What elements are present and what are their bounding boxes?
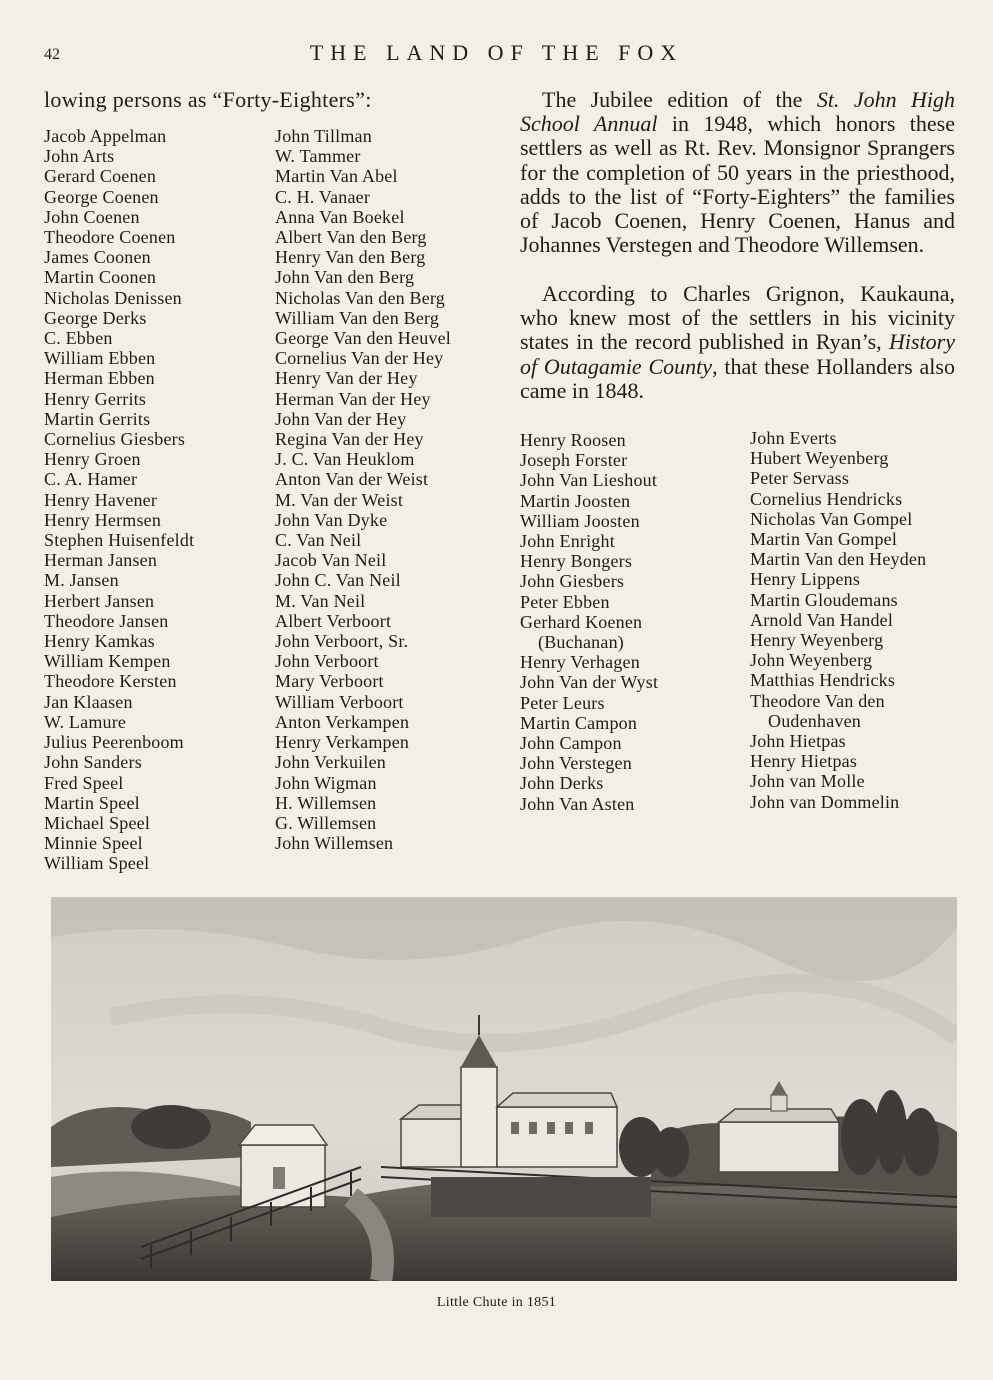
running-title: THE LAND OF THE FOX [309, 40, 684, 65]
name-entry: Martin Campon [520, 712, 638, 733]
name-entry: Martin Van den Heyden [750, 549, 927, 570]
name-entry: Jacob Van Neil [275, 550, 387, 571]
paragraph-2-text: According to Charles Grignon, Kaukauna, who knew most of the settlers in his vicinity states in the record published in Ryan’s, [520, 281, 955, 355]
name-entry: Jan Klaasen [44, 691, 133, 712]
name-entry: John Van der Wyst [520, 672, 659, 693]
name-entry: Peter Leurs [520, 692, 605, 713]
name-entry: George Van den Heuvel [275, 328, 451, 349]
name-entry: C. A. Hamer [44, 469, 138, 490]
name-entry: Cornelius Hendricks [750, 488, 903, 509]
name-entry: John Derks [520, 773, 604, 794]
name-entry: Arnold Van Handel [750, 609, 894, 630]
name-entry: Henry Groen [44, 449, 141, 470]
name-entry: William Joosten [520, 510, 640, 531]
name-entry: John Van Lieshout [520, 470, 658, 491]
name-entry: W. Lamure [44, 711, 127, 732]
name-entry: Gerhard Koenen [520, 611, 643, 632]
name-entry: Julius Peerenboom [44, 732, 184, 753]
name-entry: John Tillman [275, 126, 372, 146]
name-entry: Herbert Jansen [44, 590, 155, 611]
name-entry: Michael Speel [44, 812, 151, 833]
paragraph-1-italic: St. John High School Annual [520, 87, 955, 137]
names-column-2 [275, 126, 451, 853]
name-entry: Gerard Coenen [44, 166, 157, 187]
name-entry: John Coenen [44, 206, 140, 227]
name-entry: John Van den Berg [275, 267, 415, 288]
name-entry: Herman Van der Hey [275, 388, 431, 409]
name-entry: John van Dommelin [750, 791, 900, 812]
name-entry: John C. Van Neil [275, 570, 401, 591]
name-entry: Regina Van der Hey [275, 429, 424, 450]
name-entry: William Ebben [44, 348, 156, 369]
name-entry: M. Jansen [44, 570, 119, 591]
name-entry: Henry Weyenberg [750, 630, 884, 651]
village-painting-drawing [51, 897, 957, 1281]
name-entry: Henry Van den Berg [275, 247, 426, 268]
name-entry: Henry Bongers [520, 551, 633, 572]
name-entry: Oudenhaven [768, 710, 861, 731]
name-entry: John Arts [44, 146, 115, 167]
name-entry: Herman Ebben [44, 368, 155, 389]
name-entry: G. Willemsen [275, 812, 377, 833]
name-entry: M. Van der Weist [275, 489, 404, 510]
name-entry: Joseph Forster [520, 450, 628, 471]
name-entry: Henry Havener [44, 489, 158, 510]
paragraph-2-text-end: , that these Hollanders also came in 1848. [520, 353, 955, 403]
name-entry: Nicholas Denissen [44, 287, 182, 308]
name-entry: John Verstegen [520, 753, 632, 774]
name-entry: Cornelius Van der Hey [275, 348, 444, 369]
name-entry: Nicholas Van den Berg [275, 287, 446, 308]
names-column-4 [750, 428, 926, 812]
name-entry: C. Van Neil [275, 530, 362, 551]
name-entry: William Kempen [44, 651, 171, 672]
name-entry: H. Willemsen [275, 792, 377, 813]
name-entry: John van Molle [750, 771, 865, 792]
name-entry: Albert Van den Berg [275, 227, 427, 248]
name-entry: W. Tammer [275, 146, 361, 167]
name-entry: J. C. Van Heuklom [275, 449, 415, 470]
intro-line: lowing persons as “Forty-Eighters”: [44, 87, 372, 112]
name-entry: Henry Roosen [520, 430, 626, 450]
name-entry: George Derks [44, 307, 147, 328]
name-entry: Anna Van Boekel [275, 206, 405, 227]
name-entry: John Verboort, Sr. [275, 631, 409, 652]
name-entry: Martin Joosten [520, 490, 631, 511]
name-entry: John Van Asten [520, 793, 635, 814]
name-entry: John Sanders [44, 752, 142, 773]
name-entry: William Verboort [275, 691, 404, 712]
name-entry: Martin Speel [44, 792, 140, 813]
name-entry: Henry Verhagen [520, 652, 640, 673]
name-entry: Theodore Coenen [44, 227, 176, 248]
name-entry: Theodore Van den [750, 690, 885, 711]
name-entry: William Van den Berg [275, 307, 440, 328]
name-entry: John Verkuilen [275, 752, 386, 773]
name-entry: Cornelius Giesbers [44, 429, 186, 450]
name-entry: Theodore Jansen [44, 610, 169, 631]
name-entry: Peter Ebben [520, 591, 610, 612]
name-entry: Jacob Appelman [44, 126, 167, 146]
name-entry: Albert Verboort [275, 610, 392, 631]
name-entry: Henry Van der Hey [275, 368, 418, 389]
name-entry: Henry Lippens [750, 569, 861, 590]
name-entry: M. Van Neil [275, 590, 366, 611]
name-entry: Anton Van der Weist [275, 469, 429, 490]
name-entry: Anton Verkampen [275, 711, 410, 732]
name-entry: George Coenen [44, 186, 159, 207]
name-entry: John Hietpas [750, 731, 846, 752]
name-entry: Mary Verboort [275, 671, 384, 692]
name-entry: Martin Gloudemans [750, 589, 898, 610]
name-entry: Martin Coonen [44, 267, 157, 288]
name-entry: William Speel [44, 853, 150, 874]
name-entry: C. Ebben [44, 328, 113, 349]
figure-caption: Little Chute in 1851 [436, 1295, 557, 1310]
name-entry: Henry Hermsen [44, 509, 162, 530]
name-entry: John Giesbers [520, 571, 625, 592]
name-entry: Martin Van Abel [275, 166, 398, 187]
name-entry: Hubert Weyenberg [750, 448, 889, 469]
name-entry: Henry Kamkas [44, 631, 155, 652]
name-entry: Henry Gerrits [44, 388, 147, 409]
name-entry: James Coonen [44, 247, 151, 268]
name-entry: Theodore Kersten [44, 671, 177, 692]
name-entry: Martin Gerrits [44, 408, 151, 429]
name-entry: John Van der Hey [275, 408, 407, 429]
name-entry: Fred Speel [44, 772, 124, 793]
name-entry: Henry Hietpas [750, 751, 858, 772]
name-entry: Minnie Speel [44, 833, 143, 854]
name-entry: Henry Verkampen [275, 732, 410, 753]
paragraph-1-text-end: in 1948, which honors these settlers as well as Rt. Rev. Monsignor Sprangers for the completion of 50 years in the priesthood, adds to the list of “Forty-Eighters” the families of Jacob Coenen, Henry Coenen, Hanus and Johannes Verstegen and Theodore Willemsen. [520, 111, 956, 258]
paragraph-2-italic: History of Outagamie County [520, 329, 955, 379]
names-column-1 [44, 126, 194, 874]
name-entry: Peter Servass [750, 468, 850, 489]
name-entry: (Buchanan) [538, 632, 624, 653]
name-entry: John Van Dyke [275, 509, 388, 530]
name-entry: C. H. Vanaer [275, 186, 371, 207]
name-entry: Nicholas Van Gompel [750, 508, 913, 529]
paragraph-1-text: The Jubilee edition of the [542, 87, 817, 112]
name-entry: John Everts [750, 428, 837, 448]
page-number: 42 [44, 46, 60, 63]
name-entry: John Verboort [275, 651, 379, 672]
names-column-3 [520, 430, 658, 814]
name-entry: Martin Van Gompel [750, 529, 898, 550]
paragraph-2 [520, 282, 955, 403]
name-entry: John Enright [520, 531, 615, 552]
name-entry: John Campon [520, 733, 622, 754]
name-entry: John Weyenberg [750, 650, 873, 671]
name-entry: Matthias Hendricks [750, 670, 896, 691]
village-painting-image [51, 897, 957, 1281]
paragraph-1 [520, 88, 955, 257]
name-entry: John Willemsen [275, 833, 394, 854]
name-entry: Stephen Huisenfeldt [44, 530, 195, 551]
name-entry: John Wigman [275, 772, 377, 793]
name-entry: Herman Jansen [44, 550, 158, 571]
